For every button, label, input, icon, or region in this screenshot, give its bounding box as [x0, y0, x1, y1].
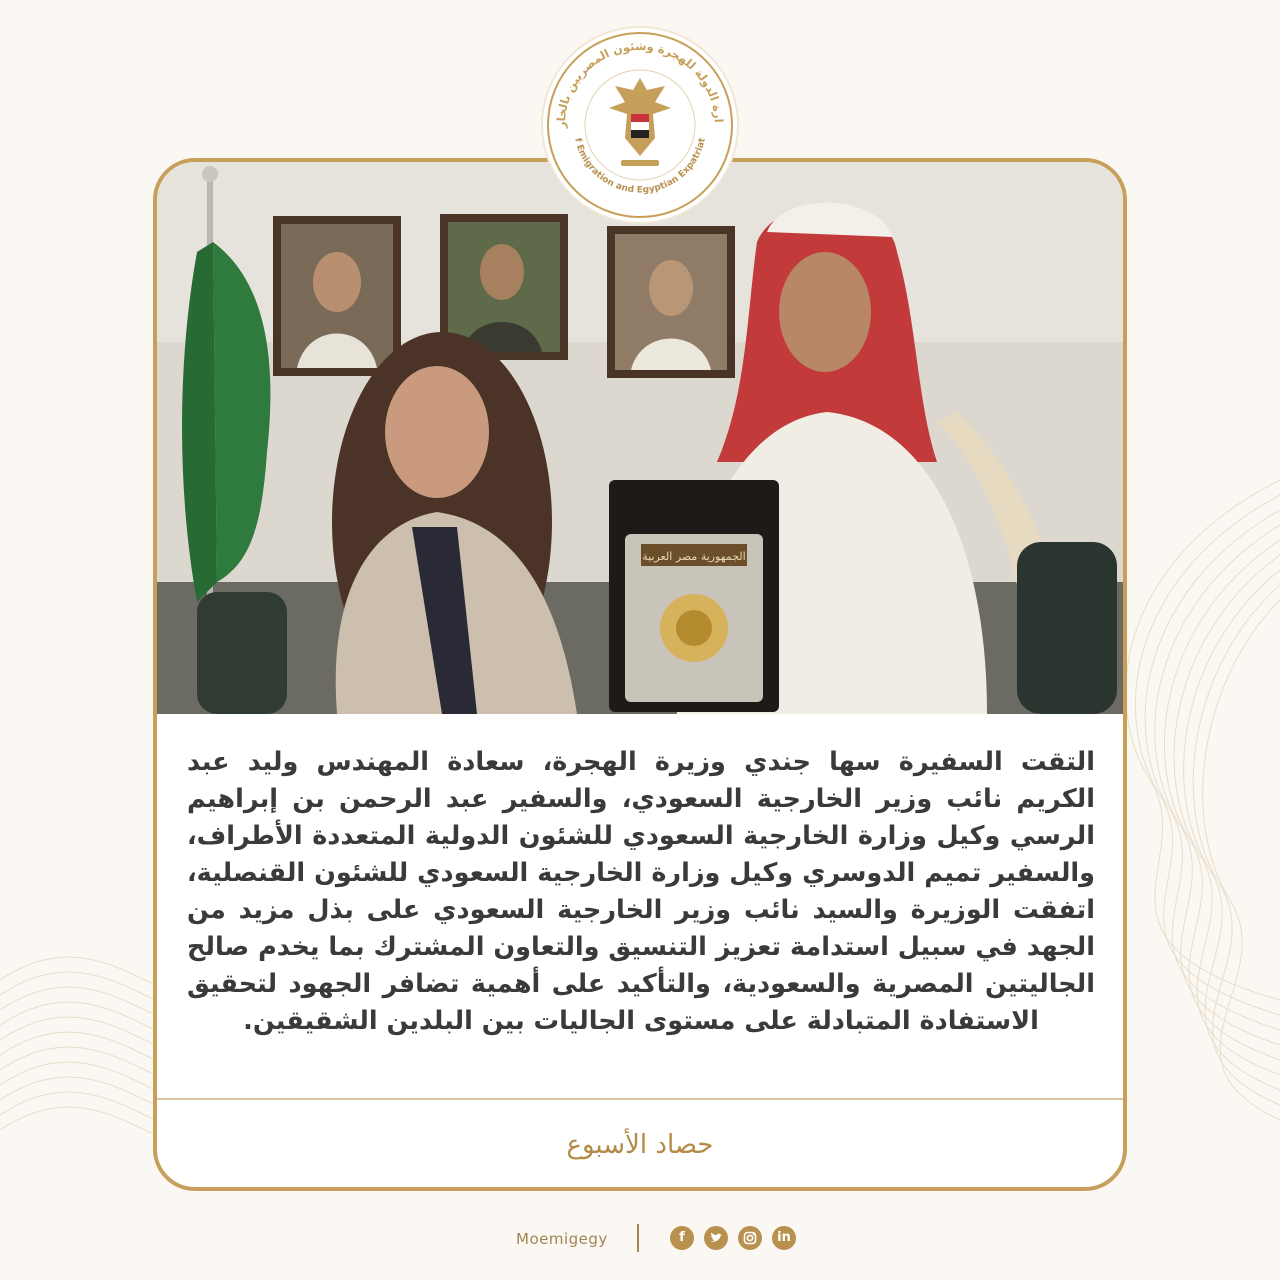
article-body: التقت السفيرة سها جندي وزيرة الهجرة، سعادة المهندس وليد عبد الكريم نائب وزير الخارجية السعودي، والسفير عبد الرحمن بن إبراهيم الرسي وكيل وزارة الخارجية السعودي للشئون الدولية المتعددة الأطراف، والسفير تميم الدوسري وكيل وزارة الخارجية السعودي للشئون القنصلية، اتفقت الوزيرة والسيد نائب وزير الخارجية السعودي على بذل مزيد من الجهد في سبيل استدامة تعزيز التنسيق والتعاون المشترك بما يخدم صالح الجاليتين المصرية والسعودية، والتأكيد على أهمية تضافر الجهود لتحقيق الاستفادة المتبادلة على مستوى الجاليات بين البلدين الشقيقين. [187, 747, 1095, 1036]
twitter-icon[interactable] [704, 1226, 728, 1250]
facebook-icon[interactable]: f [670, 1226, 694, 1250]
footer-title: حصاد الأسبوع [566, 1130, 714, 1160]
ministry-logo [543, 28, 737, 222]
footer-separator [637, 1224, 639, 1252]
plaque-text: الجمهورية مصر العربية [642, 550, 746, 563]
instagram-icon[interactable] [738, 1226, 762, 1250]
meeting-photo [157, 162, 1123, 714]
logo-english-text: f Emigration and Egyptian Expatriat [572, 137, 708, 196]
post-card [153, 158, 1127, 1191]
card-divider [157, 1098, 1123, 1100]
social-handle[interactable]: Moemigegy [516, 1230, 608, 1248]
logo-arabic-text: ارة الدولة للهجرة وشئون المصريين بالخار [553, 38, 726, 129]
ministry-seal-icon [543, 28, 737, 222]
linkedin-icon[interactable]: in [772, 1226, 796, 1250]
